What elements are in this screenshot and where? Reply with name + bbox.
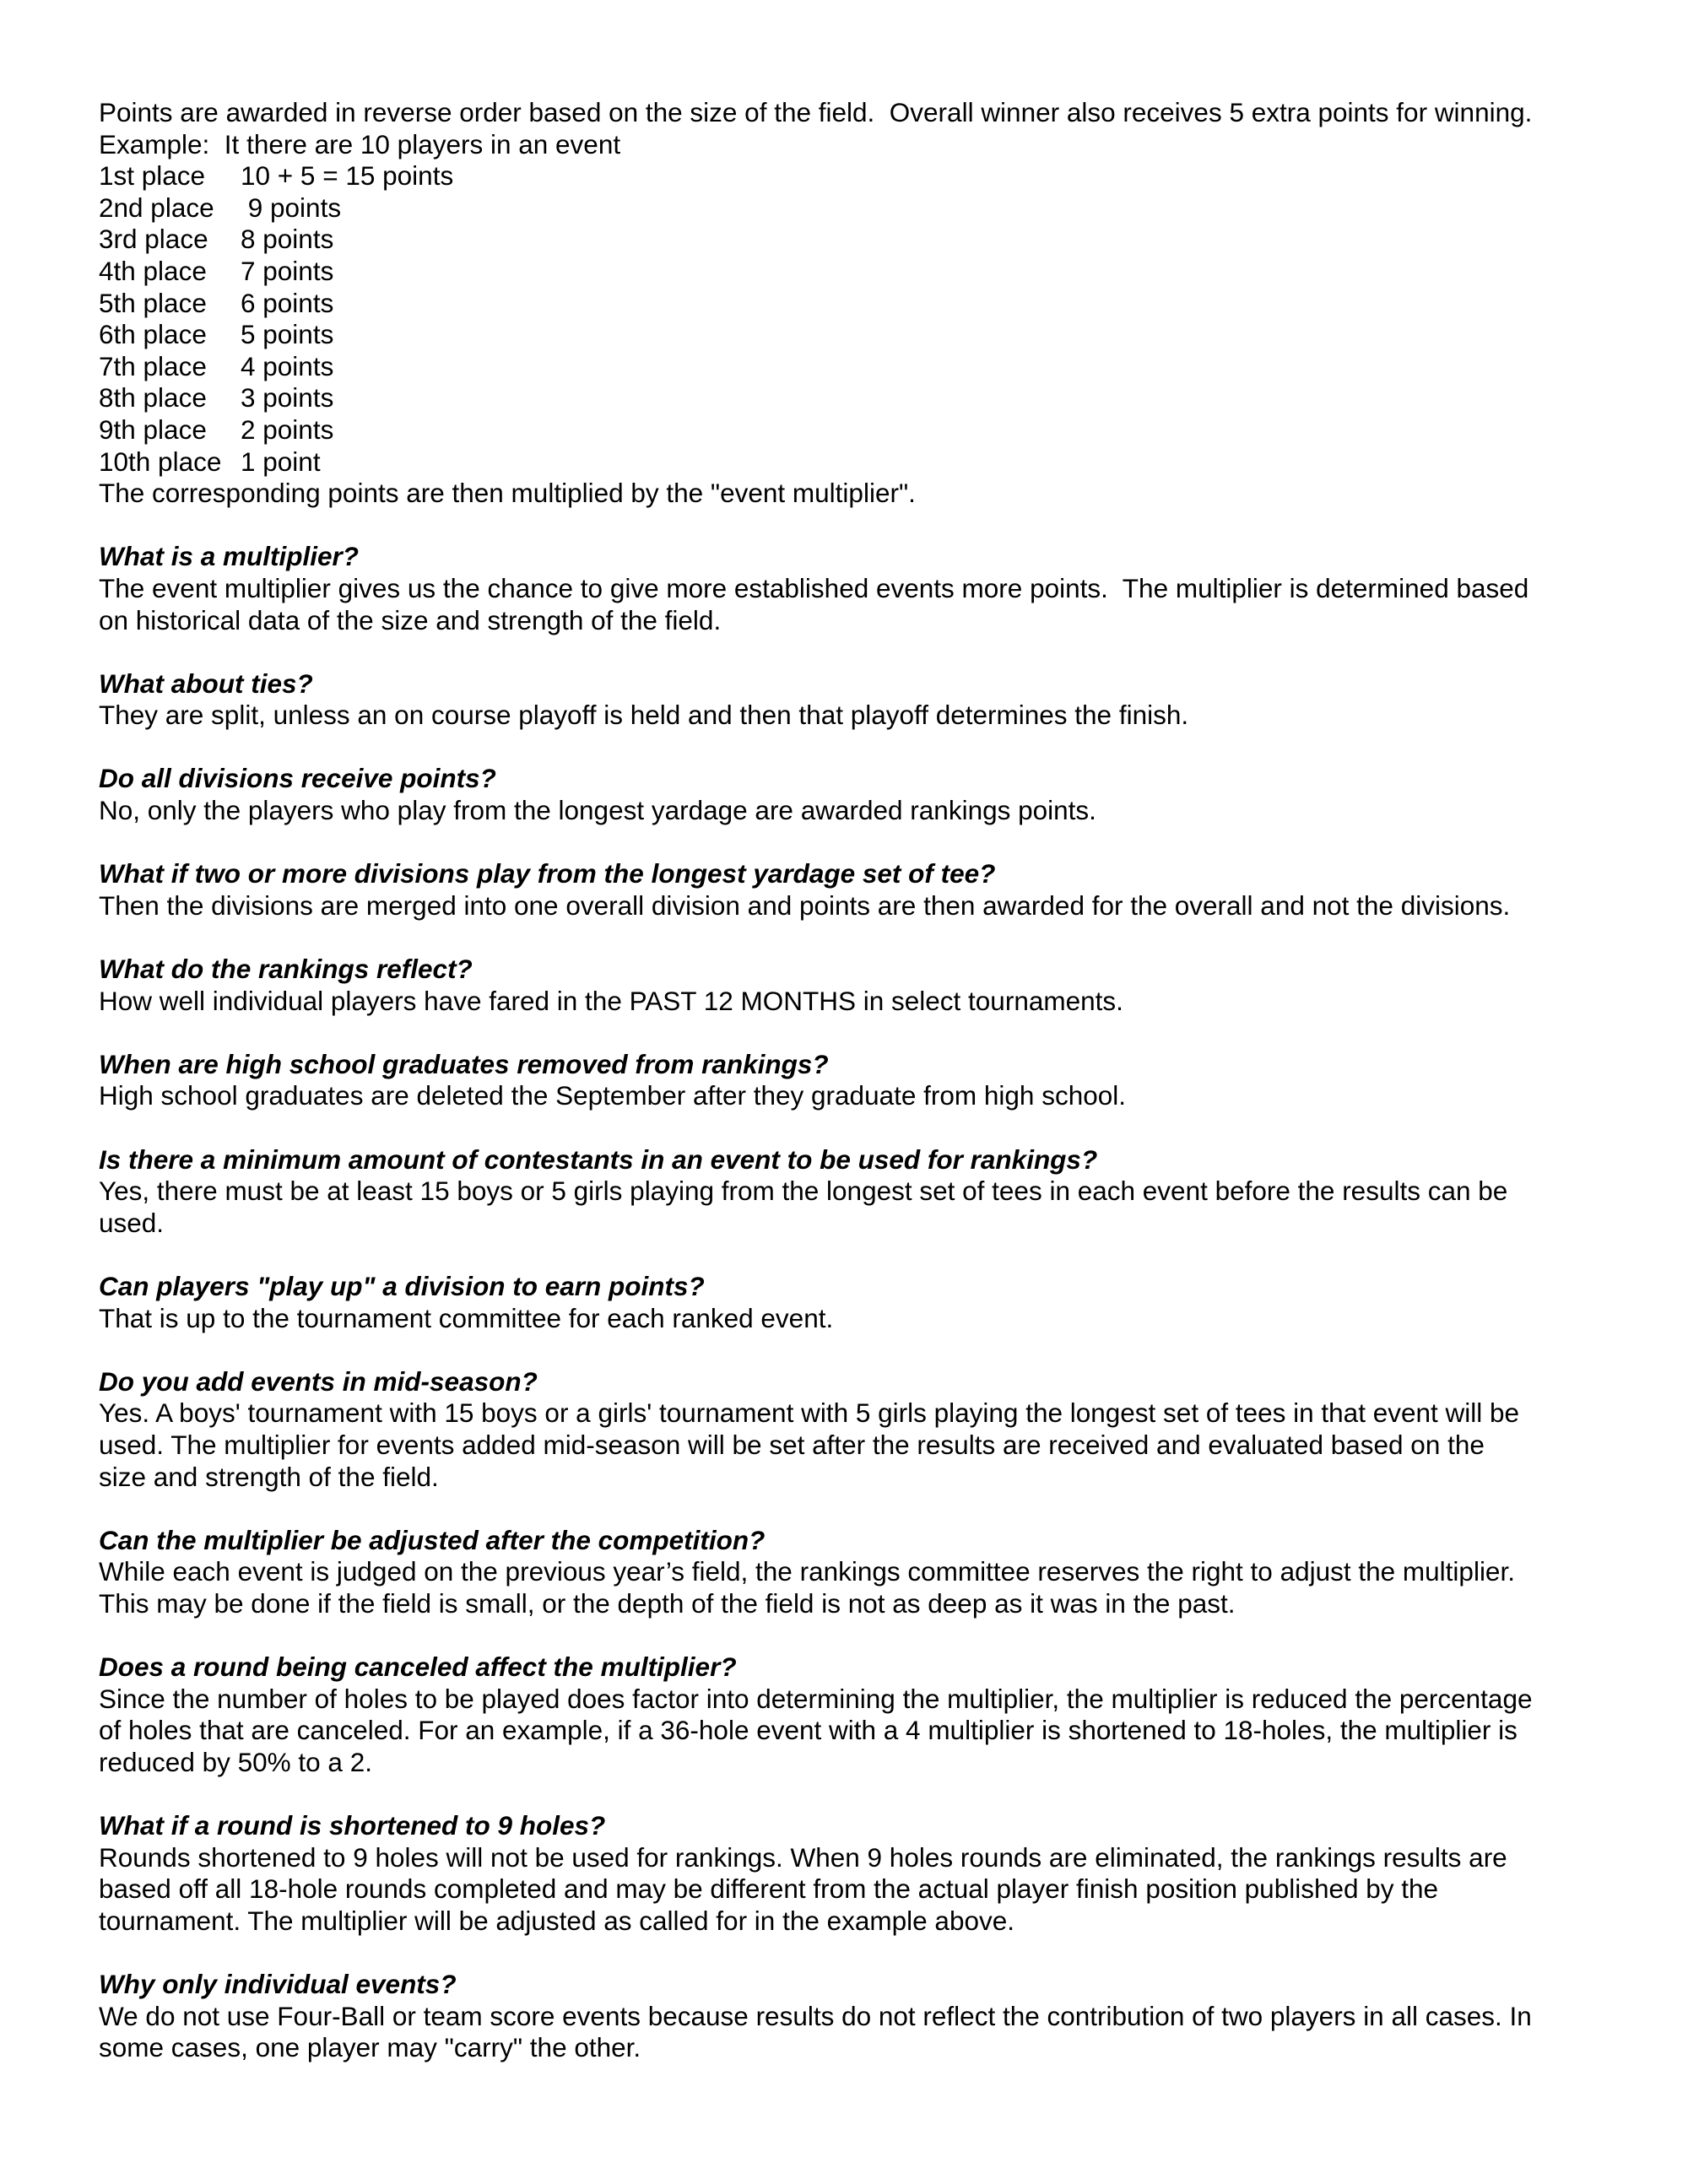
place-row <box>99 446 1601 478</box>
document-page <box>99 97 1601 2064</box>
place-row <box>99 192 1601 224</box>
faq-item <box>99 1366 1601 1493</box>
points-table <box>99 160 1601 478</box>
faq-answer-line: Since the number of holes to be played does factor into determining the multiplier, the multiplier is reduced the percentage <box>99 1683 1533 1714</box>
place-points: 6 points <box>241 287 334 318</box>
faq-answer-line: High school graduates are deleted the September after they graduate from high school. <box>99 1080 1126 1111</box>
faq-list <box>99 510 1601 2064</box>
place-label: 3rd place <box>99 224 208 255</box>
faq-question: Why only individual events? <box>99 1969 457 2000</box>
faq-item <box>99 1525 1601 1620</box>
place-label: 7th place <box>99 350 207 381</box>
place-points: 2 points <box>241 414 334 445</box>
faq-answer-line: some cases, one player may "carry" the other. <box>99 2032 641 2063</box>
faq-answer-line: Rounds shortened to 9 holes will not be used for rankings. When 9 holes rounds are eliminated, the rankings results are <box>99 1841 1507 1873</box>
faq-answer-line: Yes, there must be at least 15 boys or 5 girls playing from the longest set of tees in each event before the results can be <box>99 1176 1508 1207</box>
faq-item <box>99 954 1601 1017</box>
spacer <box>99 1620 1601 1652</box>
faq-answer-line: They are split, unless an on course playoff is held and then that playoff determines the finish. <box>99 700 1189 731</box>
faq-answer-line: based off all 18-hole rounds completed and may be different from the actual player finish position published by the <box>99 1873 1439 1905</box>
place-label: 10th place <box>99 446 222 477</box>
faq-item <box>99 668 1601 732</box>
faq-answer-line: This may be done if the field is small, or the depth of the field is not as deep as it was in the past. <box>99 1587 1236 1619</box>
faq-item <box>99 1969 1601 2064</box>
faq-question: Can players "play up" a division to earn points? <box>99 1270 705 1301</box>
place-label: 6th place <box>99 319 207 350</box>
place-label: 4th place <box>99 255 207 286</box>
place-row <box>99 319 1601 351</box>
place-label: 8th place <box>99 382 207 414</box>
faq-question: Can the multiplier be adjusted after the competition? <box>99 1524 766 1555</box>
spacer <box>99 636 1601 668</box>
intro-example-line: Example: It there are 10 players in an event <box>99 128 621 159</box>
place-label: 1st place <box>99 160 206 192</box>
faq-answer-line: That is up to the tournament committee for each ranked event. <box>99 1302 834 1333</box>
spacer <box>99 1239 1601 1271</box>
spacer <box>99 1334 1601 1366</box>
faq-question: What do the rankings reflect? <box>99 954 473 985</box>
place-row <box>99 414 1601 446</box>
faq-answer-line: of holes that are canceled. For an example, if a 36-hole event with a 4 multiplier is shortened to 18-holes, the multiplier is <box>99 1715 1518 1746</box>
place-points: 8 points <box>241 224 334 255</box>
faq-question: What if two or more divisions play from the longest yardage set of tee? <box>99 858 996 889</box>
place-row <box>99 351 1601 383</box>
spacer <box>99 1493 1601 1525</box>
faq-answer-line: How well individual players have fared in the PAST 12 MONTHS in select tournaments. <box>99 985 1123 1016</box>
faq-answer-line: tournament. The multiplier will be adjusted as called for in the example above. <box>99 1905 1015 1936</box>
faq-item <box>99 541 1601 636</box>
faq-item <box>99 1652 1601 1778</box>
faq-answer-line: While each event is judged on the previous year’s field, the rankings committee reserves the right to adjust the multiplier. <box>99 1556 1515 1587</box>
faq-question: What if a round is shortened to 9 holes? <box>99 1810 606 1841</box>
place-points: 9 points <box>241 192 342 223</box>
place-row <box>99 224 1601 256</box>
place-row <box>99 256 1601 288</box>
faq-answer-line: The event multiplier gives us the chance to give more established events more points. The multiplier is determined based <box>99 572 1529 603</box>
place-label: 9th place <box>99 414 207 445</box>
faq-question: Is there a minimum amount of contestants in an event to be used for rankings? <box>99 1143 1098 1175</box>
faq-question: When are high school graduates removed from rankings? <box>99 1048 829 1079</box>
faq-answer-line: size and strength of the field. <box>99 1461 439 1492</box>
spacer <box>99 827 1601 859</box>
faq-item <box>99 1049 1601 1112</box>
place-points: 4 points <box>241 350 334 381</box>
spacer <box>99 1017 1601 1049</box>
faq-answer-line: on historical data of the size and strength of the field. <box>99 604 722 635</box>
place-points: 5 points <box>241 319 334 350</box>
place-row <box>99 288 1601 320</box>
place-row <box>99 160 1601 192</box>
faq-item <box>99 858 1601 922</box>
faq-answer-line: used. The multiplier for events added mid-season will be set after the results are received and evaluated based on the <box>99 1429 1485 1460</box>
faq-answer-line: used. <box>99 1207 165 1238</box>
place-points: 10 + 5 = 15 points <box>241 160 454 192</box>
faq-answer-line: reduced by 50% to a 2. <box>99 1746 372 1777</box>
faq-question: What about ties? <box>99 668 313 699</box>
corresponding-note: The corresponding points are then multiplied by the "event multiplier". <box>99 478 916 509</box>
faq-answer-line: No, only the players who play from the longest yardage are awarded rankings points. <box>99 795 1096 826</box>
faq-item <box>99 763 1601 826</box>
faq-answer-line: Yes. A boys' tournament with 15 boys or a girls' tournament with 5 girls playing the longest set of tees in that event will be <box>99 1397 1520 1429</box>
spacer <box>99 1937 1601 1969</box>
faq-item <box>99 1144 1601 1240</box>
spacer <box>99 922 1601 954</box>
place-label: 2nd place <box>99 192 214 223</box>
spacer <box>99 510 1601 542</box>
place-points: 3 points <box>241 382 334 414</box>
intro-line-1: Points are awarded in reverse order based on the size of the field. Overall winner also receives 5 extra points for winning. <box>99 97 1533 127</box>
place-row <box>99 382 1601 414</box>
spacer <box>99 1778 1601 1810</box>
faq-question: Do all divisions receive points? <box>99 763 496 794</box>
faq-item <box>99 1271 1601 1334</box>
place-points: 1 point <box>241 446 321 477</box>
place-label: 5th place <box>99 287 207 318</box>
spacer <box>99 732 1601 764</box>
faq-answer-line: We do not use Four-Ball or team score events because results do not reflect the contribution of two players in all cases. In <box>99 2000 1532 2031</box>
faq-answer-line: Then the divisions are merged into one overall division and points are then awarded for the overall and not the divisions. <box>99 889 1511 921</box>
faq-question: Do you add events in mid-season? <box>99 1365 538 1397</box>
faq-item <box>99 1810 1601 1937</box>
faq-question: Does a round being canceled affect the multiplier? <box>99 1652 737 1683</box>
spacer <box>99 1112 1601 1144</box>
place-points: 7 points <box>241 255 334 286</box>
faq-question: What is a multiplier? <box>99 541 360 572</box>
